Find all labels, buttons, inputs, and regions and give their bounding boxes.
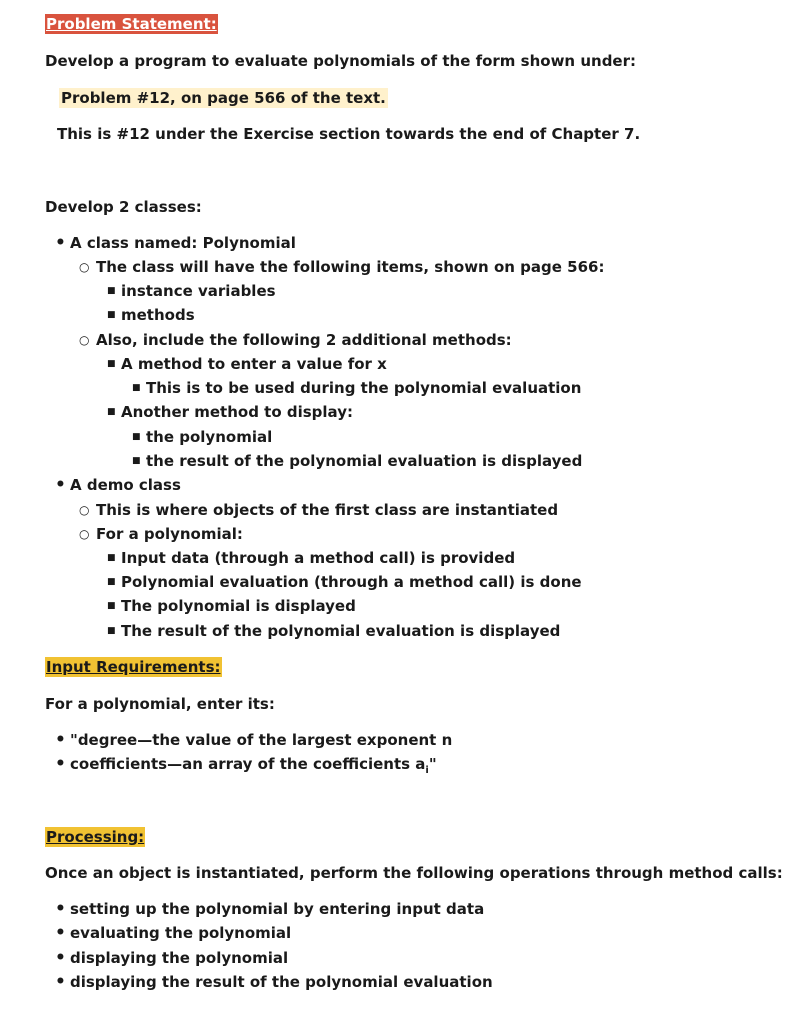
method-enter-x-note: This is to be used during the polynomial evaluation: [146, 379, 582, 397]
bullet-disc: •: [55, 972, 66, 992]
polynomial-item: instance variables: [121, 282, 276, 300]
additional-methods-intro: Also, include the following 2 additional methods:: [96, 331, 512, 349]
bullet-disc: •: [55, 730, 66, 750]
bullet-circle: ○: [79, 527, 90, 541]
demo-note: This is where objects of the first class are instantiated: [96, 501, 559, 519]
method-enter-x: A method to enter a value for x: [121, 355, 387, 373]
processing-item: displaying the polynomial: [70, 949, 289, 967]
display-item: the polynomial: [146, 428, 273, 446]
bullet-disc: •: [55, 948, 66, 968]
bullet-square: ■: [107, 553, 116, 563]
bullet-square: ■: [107, 286, 116, 296]
classes-intro: Develop 2 classes:: [45, 198, 202, 216]
bullet-square: ■: [132, 432, 141, 442]
bullet-circle: ○: [79, 333, 90, 347]
bullet-square: ■: [107, 577, 116, 587]
closing-quote: ": [428, 755, 437, 773]
subscript-i: i: [425, 765, 429, 776]
bullet-square: ■: [107, 359, 116, 369]
bullet-disc: •: [55, 899, 66, 919]
class-demo-label: A demo class: [70, 476, 181, 494]
bullet-disc: •: [55, 233, 66, 253]
input-coefficients-text: coefficients—an array of the coefficients a: [70, 755, 426, 773]
bullet-square: ■: [107, 626, 116, 636]
polynomial-item: methods: [121, 306, 195, 324]
problem-reference: Problem #12, on page 566 of the text.: [61, 89, 386, 107]
bullet-disc: •: [55, 923, 66, 943]
problem-statement-heading: Problem Statement:: [46, 15, 217, 33]
polynomial-items-intro: The class will have the following items, shown on page 566:: [96, 258, 605, 276]
method-display: Another method to display:: [121, 403, 353, 421]
class-polynomial-label: A class named: Polynomial: [70, 234, 296, 252]
problem-intro: Develop a program to evaluate polynomials of the form shown under:: [45, 52, 636, 70]
bullet-square: ■: [107, 310, 116, 320]
bullet-disc: •: [55, 475, 66, 495]
bullet-disc: •: [55, 754, 66, 774]
processing-item: setting up the polynomial by entering input data: [70, 900, 485, 918]
display-item: the result of the polynomial evaluation is displayed: [146, 452, 583, 470]
processing-heading: Processing:: [46, 828, 145, 846]
demo-step: The polynomial is displayed: [121, 597, 356, 615]
demo-step: The result of the polynomial evaluation is displayed: [121, 622, 561, 640]
bullet-square: ■: [107, 601, 116, 611]
bullet-circle: ○: [79, 260, 90, 274]
input-intro: For a polynomial, enter its:: [45, 695, 275, 713]
processing-item: evaluating the polynomial: [70, 924, 292, 942]
input-degree: "degree—the value of the largest exponent n: [70, 731, 453, 749]
demo-step: Polynomial evaluation (through a method call) is done: [121, 573, 582, 591]
bullet-square: ■: [107, 407, 116, 417]
demo-for-polynomial: For a polynomial:: [96, 525, 243, 543]
input-requirements-heading: Input Requirements:: [46, 658, 221, 676]
processing-intro: Once an object is instantiated, perform the following operations through method calls:: [45, 864, 783, 882]
problem-note: This is #12 under the Exercise section towards the end of Chapter 7.: [57, 125, 641, 143]
bullet-square: ■: [132, 456, 141, 466]
bullet-circle: ○: [79, 503, 90, 517]
demo-step: Input data (through a method call) is provided: [121, 549, 516, 567]
bullet-square: ■: [132, 383, 141, 393]
input-coefficients: [70, 754, 437, 781]
processing-item: displaying the result of the polynomial evaluation: [70, 973, 493, 991]
